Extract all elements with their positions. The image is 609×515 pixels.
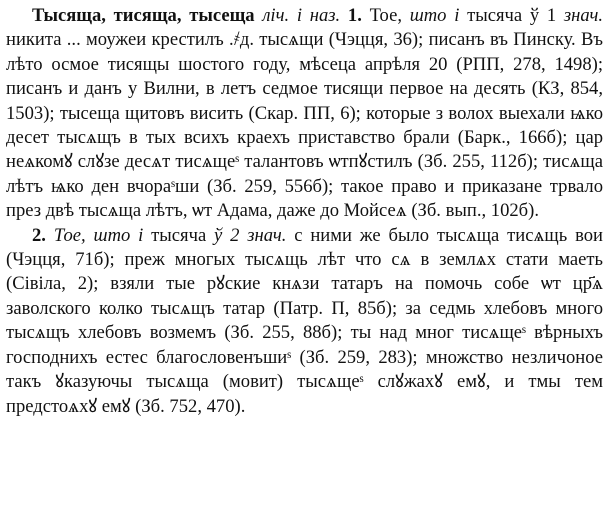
sense-1-definition: што і	[409, 5, 460, 26]
headword: Тысяща, тисяща, тысеща	[32, 5, 255, 26]
sense-2-text: тысяча	[143, 224, 215, 246]
sense-1-citations: никита ... моужеи крестилъ .҂д. тысѧщи (Чэцця, 36); писанъ въ Пинску. Въ лѣто осмое тисящы шостого году, мѣсеца апрѣля 20 (РПП, 278, 1498); писанъ и данъ у Вилни, в летъ седмое тисящи первое на десять (КЗ, 854, 1503); тысеща щитовъ висить (Скар. ПП, 6); которые з волох выехали ѩко десет тысѧщъ в тых всихъ краехъ приставство брали (Барк., 166б); цар неѧкомꙋ слꙋзе десѧт тисѧщеˢ талантовъ ѡтпꙋстилъ (Зб. 255, 112б); тисѧща лѣтъ ѩко ден вчораˢши (Зб. 259, 556б); такое право и приказане трвало през двѣ тысѧща лѣтъ, ѡт Адама, даже до Мойсеѧ (Зб. вып., 102б).	[6, 29, 603, 222]
sense-2-definition: Тое, што і	[53, 224, 144, 246]
grammar-label: ліч. і наз.	[262, 5, 341, 26]
sense-1-intro: Тое,	[369, 5, 402, 26]
sense-2-number: 2.	[32, 224, 46, 246]
sense-2-value-ref: ў 2 знач.	[214, 224, 287, 246]
sense-1-text: тысяча ў 1	[459, 5, 564, 26]
sense-2-paragraph	[6, 224, 603, 419]
sense-2-citations: с ними же было тысѧща тисѧщь вои (Чэцця, 71б); преж многых тысѧщь лѣт что сѧ в землѧх стати маеть (Сівіла, 2); взяли тые рꙋские кнѧзи татаръ на помочь собе ѡт цр҃ѧ заволского колко тысѧщъ татар (Патр. П, 85б); за седмь хлебовъ много тысѧщъ хлебовъ возмемъ (Зб. 255, 88б); ты над мног тисѧщеˢ вѣрныхъ господнихъ естес благословенъшиˢ (Зб. 259, 283); множство незличоное такъ ꙋказуючы тысѧща (мовит) тысѧщеˢ слꙋжахꙋ емꙋ, и тмы тем предстоѧхꙋ емꙋ (Зб. 752, 470).	[6, 224, 603, 417]
sense-1-number: 1.	[347, 5, 362, 26]
sense-1-paragraph	[6, 4, 603, 224]
sense-1-value-label: знач.	[563, 5, 603, 26]
